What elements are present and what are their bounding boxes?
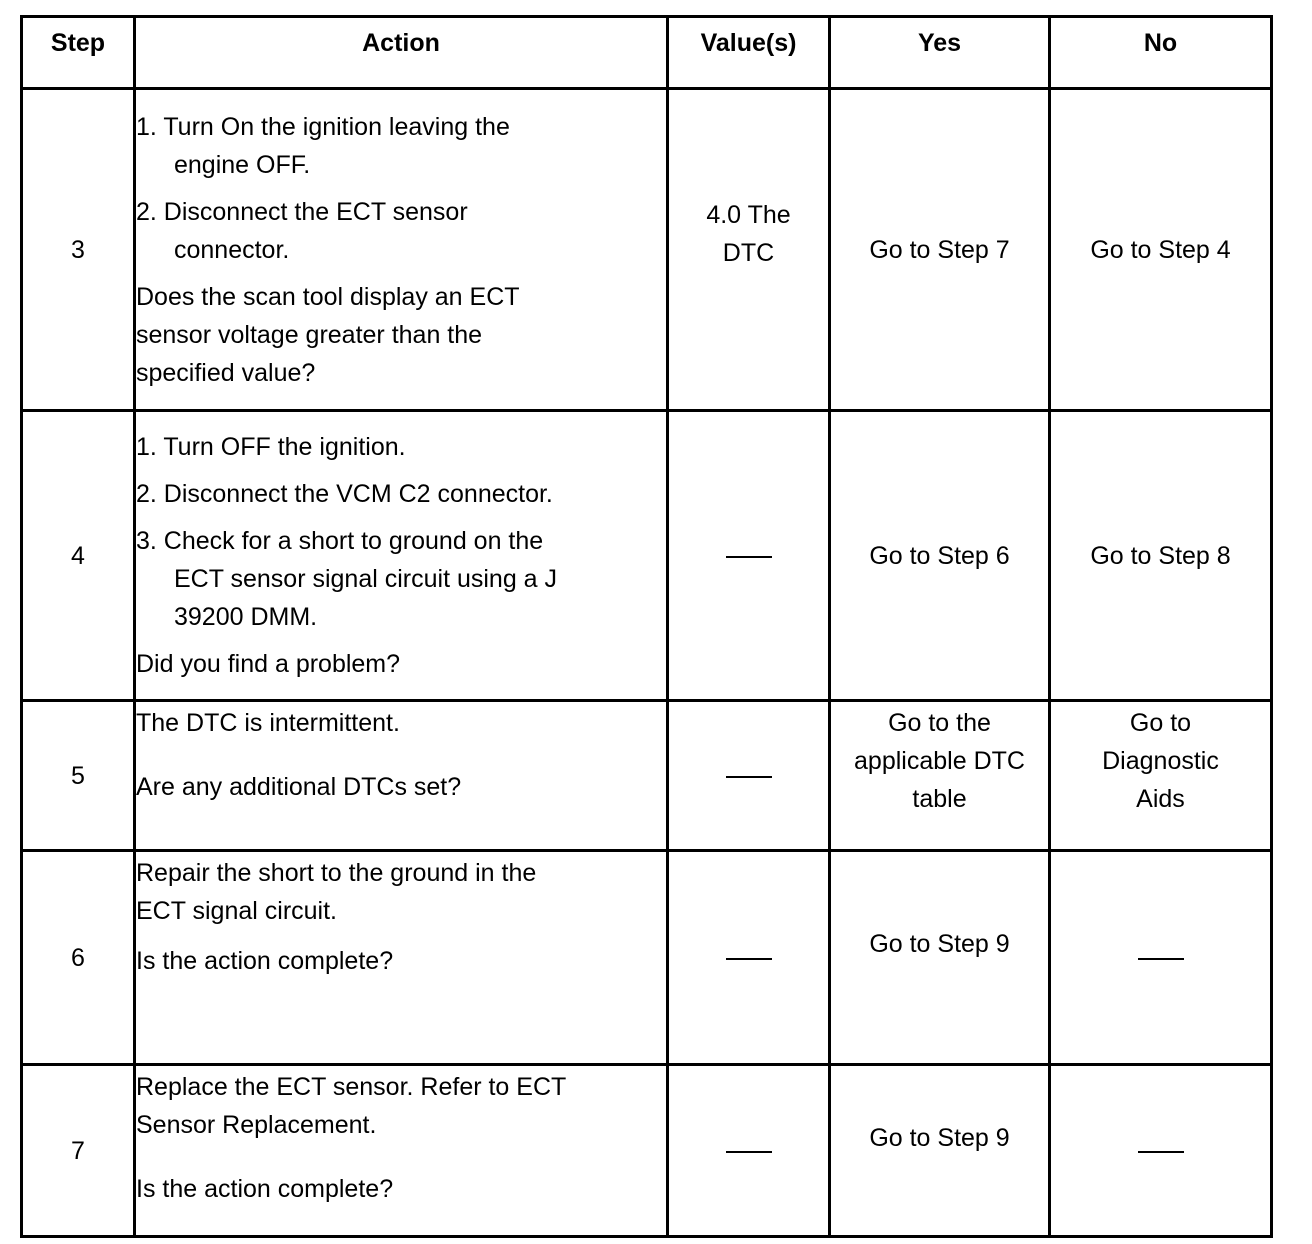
- em-dash: [726, 556, 772, 558]
- value-cell: [668, 701, 830, 851]
- action-text: 2. Disconnect the ECT sensor: [136, 197, 468, 226]
- action-text: 1. Turn OFF the ignition.: [136, 433, 406, 461]
- no-cell: [1050, 1065, 1272, 1237]
- action-text: Sensor Replacement.: [136, 1111, 377, 1139]
- action-cell: [135, 851, 668, 1065]
- action-text: 2. Disconnect the VCM C2 connector.: [136, 480, 553, 508]
- value-cell: [668, 851, 830, 1065]
- value-cell: [668, 89, 830, 411]
- no-cell: [1050, 701, 1272, 851]
- header-values: Value(s): [668, 17, 830, 89]
- yes-cell: Go to Step 7: [830, 89, 1050, 411]
- em-dash: [1138, 1151, 1184, 1153]
- action-text: The DTC is intermittent.: [136, 709, 400, 737]
- diagnostic-table: [20, 15, 1273, 1238]
- no-cell: Go to Step 4: [1050, 89, 1272, 411]
- action-item: [136, 522, 666, 636]
- header-action: Action: [135, 17, 668, 89]
- action-item: [136, 193, 666, 269]
- action-text: 1. Turn On the ignition leaving the: [136, 112, 510, 141]
- action-cell: [135, 1065, 668, 1237]
- yes-cell: Go to Step 6: [830, 411, 1050, 701]
- step-number: 4: [22, 411, 135, 701]
- header-no: No: [1050, 17, 1272, 89]
- header-yes: Yes: [830, 17, 1050, 89]
- yes-cell: Go to Step 9: [830, 1065, 1050, 1237]
- action-text: ECT signal circuit.: [136, 897, 337, 925]
- table-row-step-7: [22, 1065, 1272, 1237]
- action-text: sensor voltage greater than the: [136, 320, 483, 349]
- action-text: connector.: [174, 235, 290, 264]
- em-dash: [1138, 958, 1184, 960]
- no-cell: Go to Step 8: [1050, 411, 1272, 701]
- em-dash: [726, 958, 772, 960]
- table-row-step-3: [22, 89, 1272, 411]
- action-question: Did you find a problem?: [136, 650, 401, 678]
- action-text: Repair the short to the ground in the: [136, 859, 537, 887]
- action-text: 3. Check for a short to ground on the: [136, 527, 544, 555]
- yes-cell: [830, 701, 1050, 851]
- header-step: Step: [22, 17, 135, 89]
- no-cell: [1050, 851, 1272, 1065]
- value-cell: [668, 411, 830, 701]
- action-question: [136, 278, 666, 392]
- action-text: specified value?: [136, 358, 316, 387]
- value-cell: [668, 1065, 830, 1237]
- em-dash: [726, 776, 772, 778]
- action-question: Are any additional DTCs set?: [136, 773, 462, 801]
- table-header-row: [22, 17, 1272, 89]
- yes-cell: Go to Step 9: [830, 851, 1050, 1065]
- action-cell: [135, 411, 668, 701]
- action-text: engine OFF.: [174, 150, 311, 179]
- no-text: Diagnostic: [1102, 747, 1219, 775]
- yes-text: applicable DTC: [854, 747, 1025, 775]
- no-text: Go to: [1129, 709, 1192, 737]
- step-number: 5: [22, 701, 135, 851]
- action-text: Does the scan tool display an ECT: [136, 282, 520, 311]
- value-text: DTC: [722, 239, 775, 267]
- step-number: 6: [22, 851, 135, 1065]
- value-text: 4.0 The: [706, 201, 791, 229]
- table-row-step-5: [22, 701, 1272, 851]
- em-dash: [726, 1151, 772, 1153]
- table-row-step-4: [22, 411, 1272, 701]
- table-row-step-6: [22, 851, 1272, 1065]
- yes-text: Go to the: [888, 709, 991, 737]
- action-text: Replace the ECT sensor. Refer to ECT: [136, 1073, 567, 1101]
- action-cell: [135, 89, 668, 411]
- step-number: 3: [22, 89, 135, 411]
- action-cell: [135, 701, 668, 851]
- action-question: Is the action complete?: [136, 947, 394, 975]
- action-text: ECT sensor signal circuit using a J: [174, 565, 558, 593]
- yes-text: table: [912, 785, 967, 813]
- action-item: [136, 108, 666, 184]
- action-text: 39200 DMM.: [174, 603, 318, 631]
- action-question: Is the action complete?: [136, 1175, 394, 1203]
- step-number: 7: [22, 1065, 135, 1237]
- no-text: Aids: [1136, 785, 1185, 813]
